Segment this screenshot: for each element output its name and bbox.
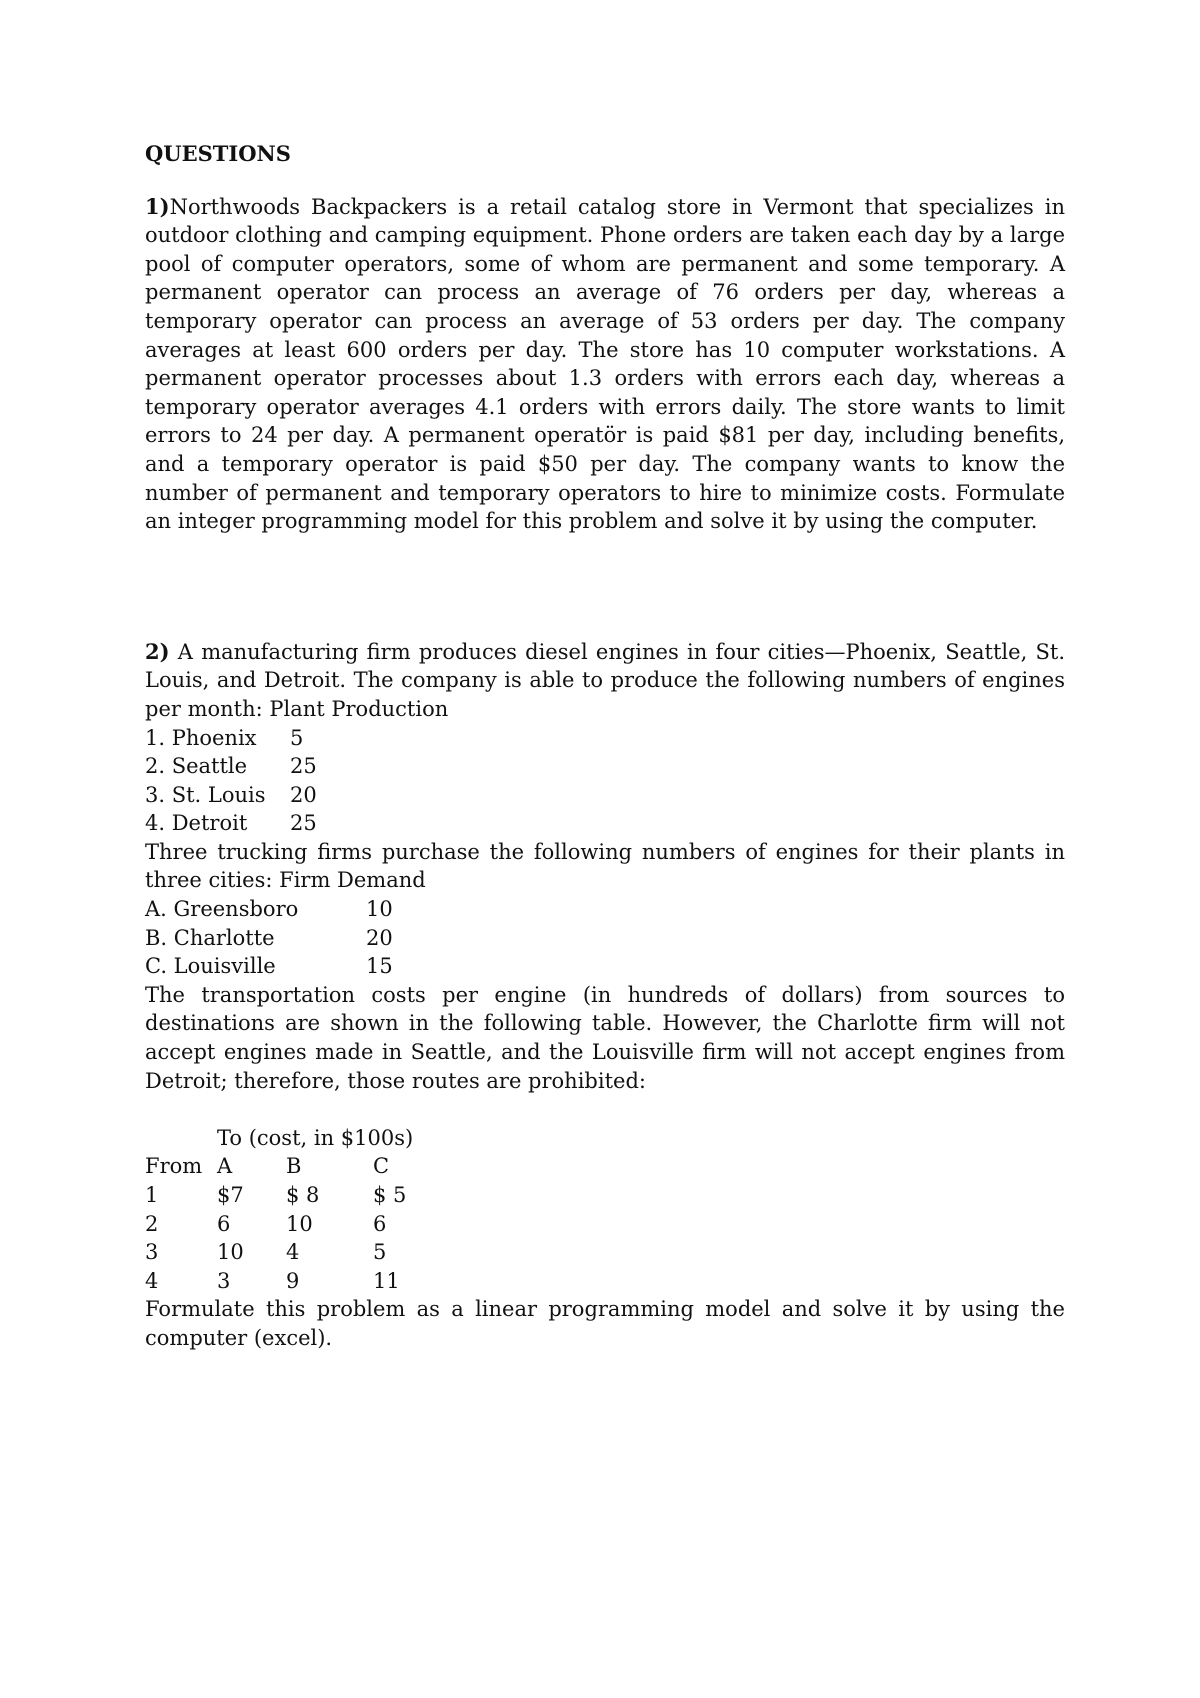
cost-table-title: To (cost, in $100s) xyxy=(217,1125,414,1150)
page-heading: QUESTIONS xyxy=(145,141,291,166)
question-1-text: Northwoods Backpackers is a retail catalog store in Vermont that specializes in outdoor clothing and camping equipment. Phone orders are taken each day by a large pool of computer operators, some of whom are permanent and some temporary. A permanent operator can process an average of 76 orders per day, whereas a temporary operator can process an average of 53 orders per day. The company averages at least 600 orders per day. The store has 10 computer workstations. A permanent operator processes about 1.3 orders with errors each day, whereas a temporary operator averages 4.1 orders with errors daily. The store wants to limit errors to 24 per day. A permanent operatör is paid $81 per day, including benefits, and a temporary operator is paid $50 per day. The company wants to know the number of permanent and temporary operators to hire to minimize costs. Formulate an integer programming model for this problem and solve it by using the computer. xyxy=(145,194,1065,534)
table-cell: 2 xyxy=(145,1211,159,1236)
list-item xyxy=(145,924,1065,953)
table-cell: 10 xyxy=(286,1211,313,1236)
firm-name: A. Greensboro xyxy=(145,897,299,922)
plant-name: 1. Phoenix xyxy=(145,725,257,750)
list-item xyxy=(145,809,1065,838)
spacer xyxy=(145,536,1065,638)
firm-demand-list xyxy=(145,895,1065,981)
firm-value: 20 xyxy=(366,925,393,950)
column-header: A xyxy=(217,1154,233,1179)
plant-production-list xyxy=(145,724,1065,838)
table-cell: 3 xyxy=(145,1240,159,1265)
table-cell: 1 xyxy=(145,1183,159,1207)
plant-name: 4. Detroit xyxy=(145,811,248,836)
firms-intro: Three trucking firms purchase the following numbers of engines for their plants in three cities: Firm Demand xyxy=(145,839,1065,893)
plant-value: 25 xyxy=(290,754,317,779)
table-cell: $ 8 xyxy=(286,1183,320,1207)
list-item xyxy=(145,952,1065,981)
plant-value: 5 xyxy=(290,725,304,750)
table-cell: 4 xyxy=(286,1240,300,1265)
table-cell: 4 xyxy=(145,1268,159,1293)
table-row xyxy=(145,1210,1065,1239)
table-cell: 3 xyxy=(217,1268,231,1293)
firm-value: 10 xyxy=(366,897,393,922)
firm-name: C. Louisville xyxy=(145,954,276,979)
question-2-intro-text: A manufacturing firm produces diesel engines in four cities—Phoenix, Seattle, St. Louis, and Detroit. The company is able to produce the following numbers of engines per month: Plant Production xyxy=(145,639,1065,721)
plant-value: 20 xyxy=(290,782,317,807)
table-cell: 5 xyxy=(373,1240,387,1265)
table-row xyxy=(145,1267,1065,1296)
table-cell: 10 xyxy=(217,1240,244,1265)
question-2-intro xyxy=(145,638,1065,724)
cost-table xyxy=(145,1124,1065,1296)
document-page xyxy=(145,140,1065,1353)
table-cell: 11 xyxy=(373,1268,400,1293)
table-row xyxy=(145,1181,1065,1210)
cost-table-header xyxy=(145,1152,1065,1181)
table-row xyxy=(145,1238,1065,1267)
firm-value: 15 xyxy=(366,954,393,979)
table-cell: $ 5 xyxy=(373,1183,407,1207)
table-cell: $7 xyxy=(217,1183,244,1207)
plant-value: 25 xyxy=(290,811,317,836)
column-header: B xyxy=(286,1154,302,1179)
question-1 xyxy=(145,193,1065,536)
list-item xyxy=(145,895,1065,924)
spacer xyxy=(145,1095,1065,1124)
question-1-number: 1) xyxy=(145,193,170,219)
column-header: From xyxy=(145,1154,203,1179)
table-cell: 9 xyxy=(286,1268,300,1293)
firm-name: B. Charlotte xyxy=(145,925,275,950)
question-2-number: 2) xyxy=(145,638,170,664)
table-cell: 6 xyxy=(217,1211,231,1236)
closing-text: Formulate this problem as a linear programming model and solve it by using the computer (excel). xyxy=(145,1297,1065,1350)
transport-text: The transportation costs per engine (in hundreds of dollars) from sources to destinations are shown in the following table. However, the Charlotte firm will not accept engines made in Seattle, and the Louisville firm will not accept engines from Detroit; therefore, those routes are prohibited: xyxy=(145,982,1065,1093)
list-item xyxy=(145,752,1065,781)
list-item xyxy=(145,781,1065,810)
plant-name: 2. Seattle xyxy=(145,754,248,779)
list-item xyxy=(145,724,1065,753)
plant-name: 3. St. Louis xyxy=(145,782,266,807)
column-header: C xyxy=(373,1154,390,1179)
table-cell: 6 xyxy=(373,1211,387,1236)
